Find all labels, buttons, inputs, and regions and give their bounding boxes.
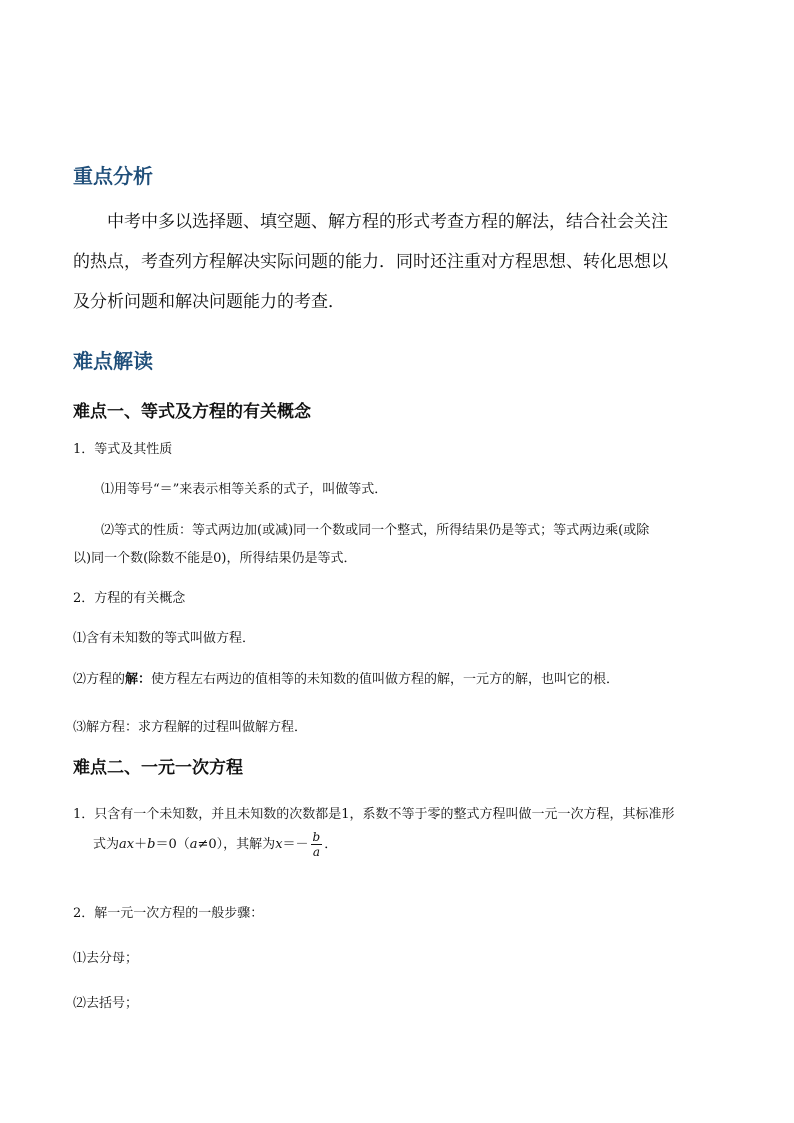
paragraph-line-3: 及分析问题和解决问题能力的考查． [73, 292, 345, 312]
formula-b: b [147, 837, 156, 852]
heading-difficulty-interpretation: 难点解读 [73, 349, 153, 373]
linear-equation-definition-line-2 [93, 830, 337, 859]
formula-period: ． [324, 837, 338, 852]
item-equality-title: 1．等式及其性质 [73, 442, 173, 457]
item-equation-concepts-title: 2．方程的有关概念 [73, 591, 186, 606]
standard-form-formula [119, 837, 223, 852]
line2-mid: ，其解为 [223, 837, 276, 852]
linear-equation-definition-line-1: 1．只含有一个未知数，并且未知数的次数都是1，系数不等于零的整式方程叫做一元一次方程，其标准形 [73, 807, 675, 822]
item-equality-definition: ⑴用等号“＝”来表示相等关系的式子，叫做等式． [101, 482, 388, 497]
step-remove-denominator: ⑴去分母； [73, 951, 139, 966]
heading-difficulty-1: 难点一、等式及方程的有关概念 [73, 402, 311, 422]
paragraph-line-2: 的热点，考查列方程解决实际问题的能力．同时还注重对方程思想、转化思想以 [73, 252, 668, 272]
item-equality-properties-line-2: 以)同一个数(除数不能是0)，所得结果仍是等式． [73, 551, 357, 566]
general-steps-title: 2．解一元一次方程的一般步骤： [73, 906, 264, 921]
paragraph-line-1: 中考中多以选择题、填空题、解方程的形式考查方程的解法，结合社会关注 [107, 212, 668, 232]
heading-key-analysis: 重点分析 [73, 164, 153, 188]
item-equation-solution [73, 668, 619, 687]
item-solving-equation: ⑶解方程：求方程解的过程叫做解方程． [73, 720, 308, 735]
solution-rest: 使方程左右两边的值相等的未知数的值叫做方程的解，一元方的解，也叫它的根． [151, 672, 620, 687]
item-equality-properties-line-1: ⑵等式的性质：等式两边加(或减)同一个数或同一个整式，所得结果仍是等式；等式两边乘(或除 [101, 523, 650, 538]
formula-ax: ax [119, 837, 135, 852]
formula-a: a [189, 837, 198, 852]
solution-formula [275, 830, 338, 859]
formula-equals-zero: ＝0（ [155, 837, 190, 852]
formula-plus: ＋ [134, 837, 148, 852]
formula-x: x [275, 837, 283, 852]
fraction-denominator: a [312, 845, 320, 859]
heading-difficulty-2: 难点二、一元一次方程 [73, 758, 243, 778]
fraction-b-over-a [311, 830, 323, 859]
formula-equals-negative: ＝－ [282, 837, 309, 852]
line2-prefix: 式为 [93, 837, 120, 852]
fraction-numerator: b [312, 830, 321, 844]
item-equation-definition: ⑴含有未知数的等式叫做方程． [73, 631, 256, 646]
step-remove-brackets: ⑵去括号； [73, 996, 139, 1011]
solution-prefix: ⑵方程的 [73, 672, 126, 687]
formula-not-equal-zero: ≠0） [197, 837, 224, 852]
solution-term: 解： [125, 672, 152, 687]
